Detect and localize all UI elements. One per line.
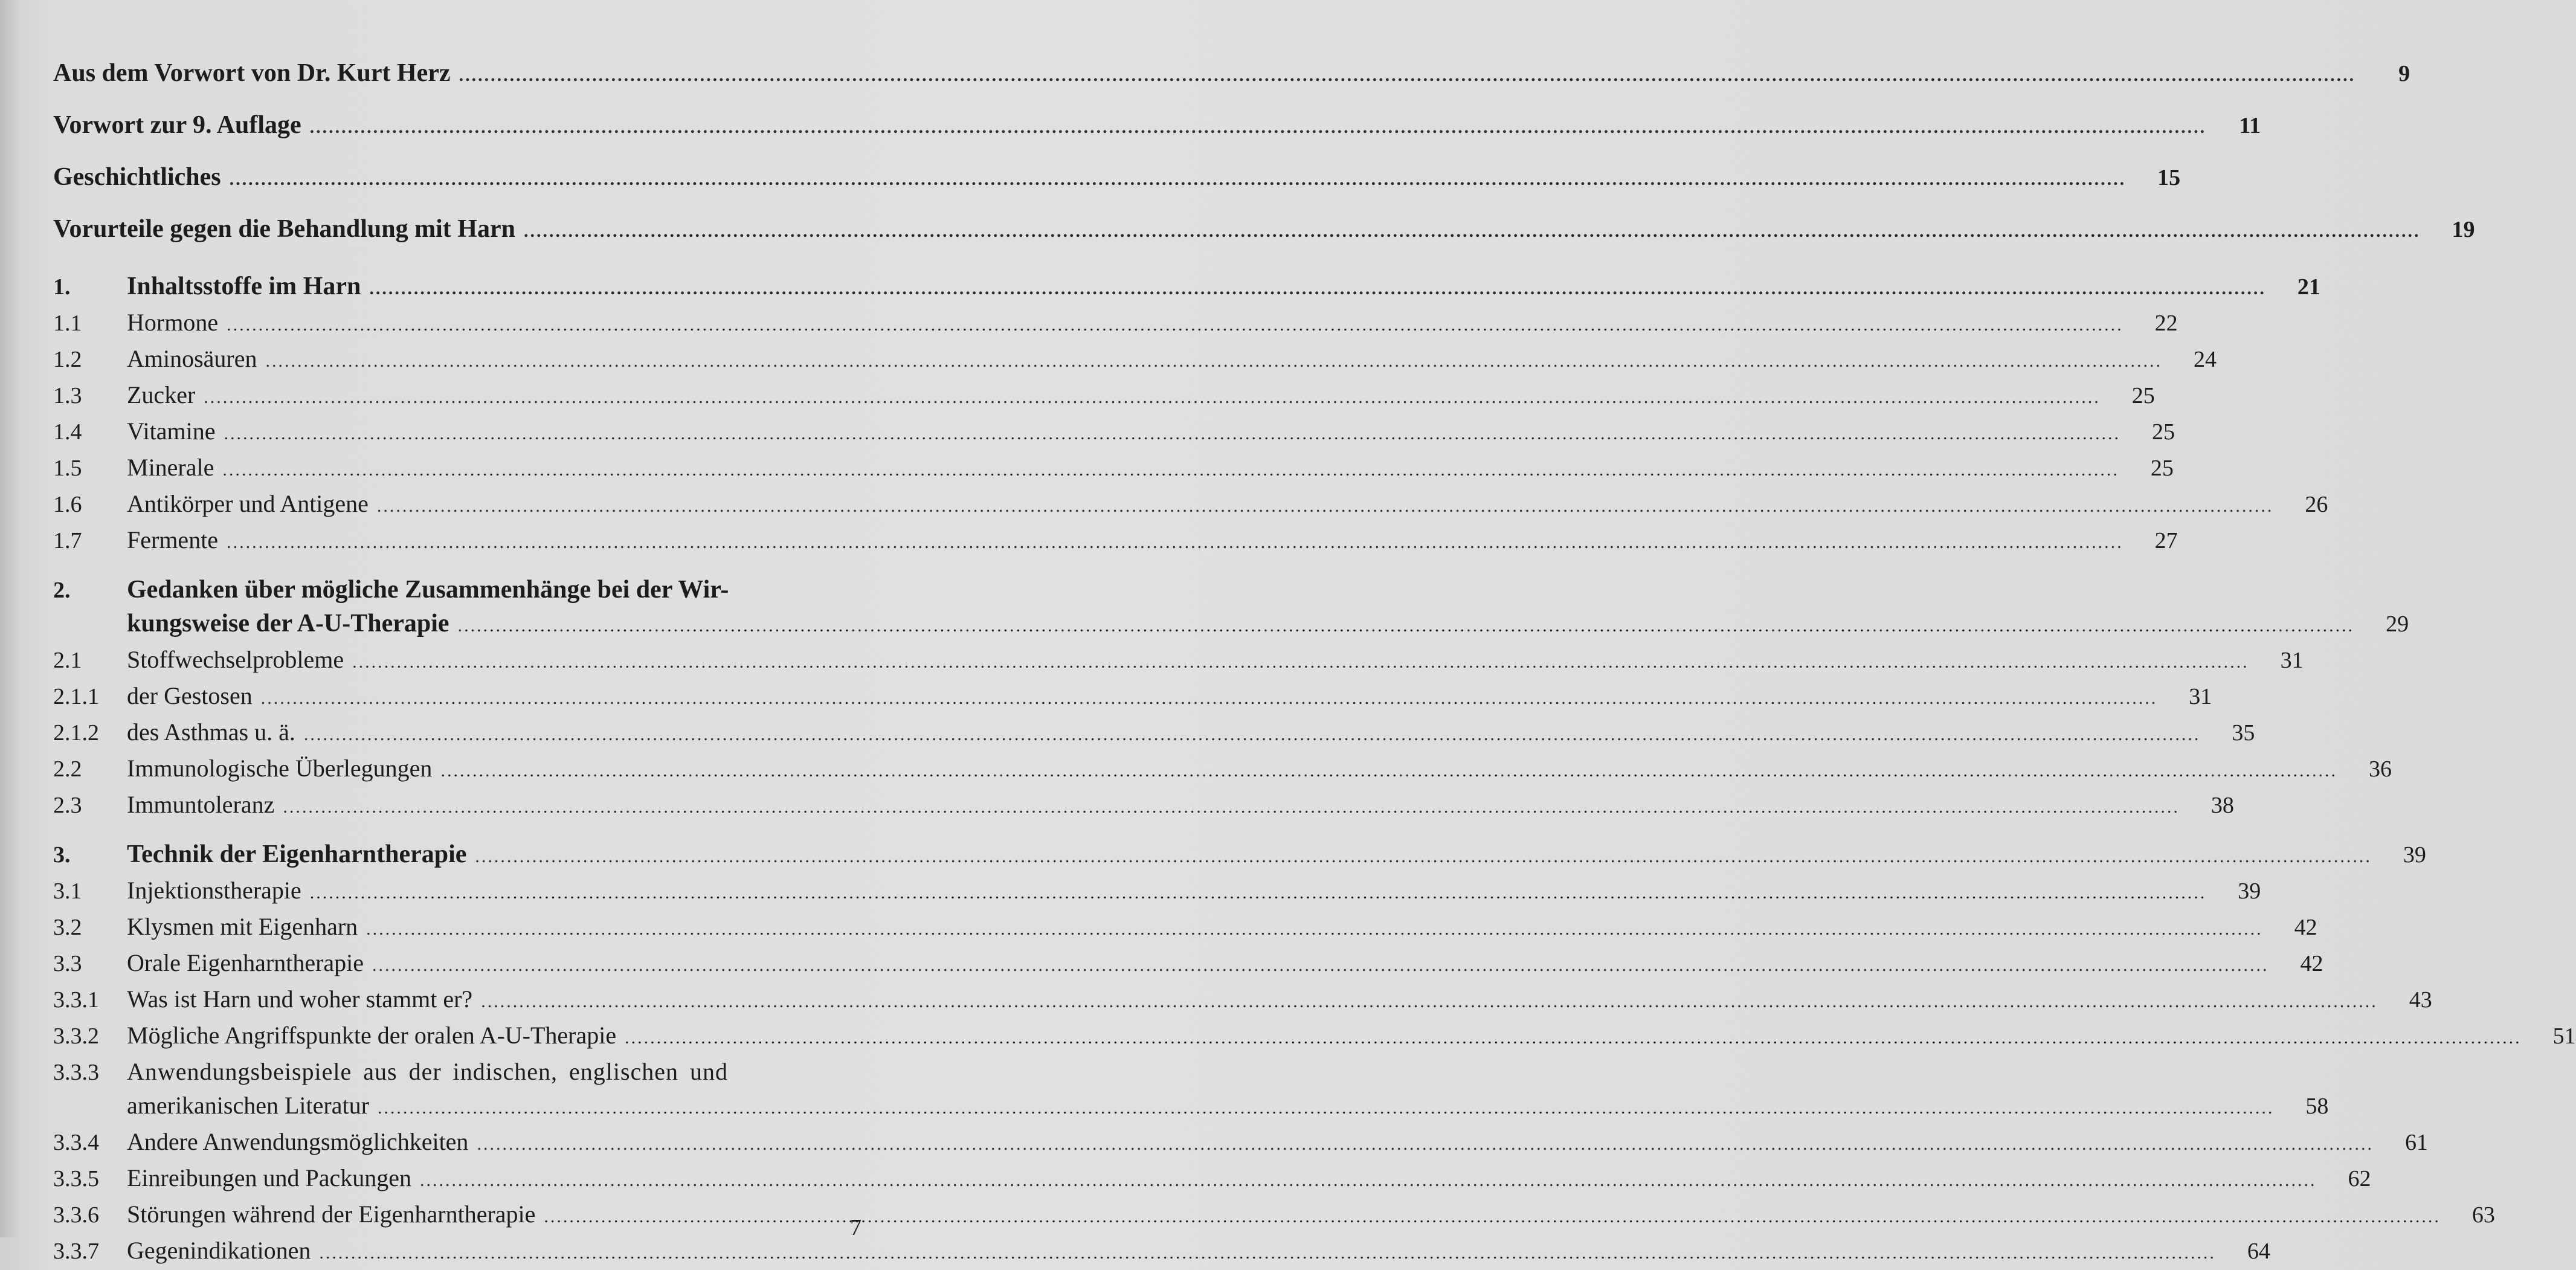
toc-page-number: 38: [2211, 793, 2234, 818]
toc-front-entry: [53, 100, 2261, 152]
dot-leader: [230, 155, 2127, 204]
toc-page-number: 39: [2403, 842, 2426, 868]
toc-section-title: Minerale: [127, 454, 214, 481]
toc-chapter-number: 3.: [53, 842, 71, 868]
toc-section-title: Was ist Harn und woher stammt er?: [127, 985, 473, 1013]
toc-section-entry: [53, 1234, 2270, 1270]
toc-chapter-title-line-2: kungsweise der A-U-Therapie: [127, 610, 449, 637]
toc-page-number: 15: [2157, 165, 2181, 190]
toc-section-entry: [53, 643, 2304, 679]
toc-section-number: 2.3: [53, 793, 82, 818]
toc-page-number: 36: [2368, 756, 2392, 782]
toc-page-number: 64: [2247, 1239, 2270, 1264]
toc-section-entry: [53, 752, 2392, 788]
toc-section-entry: [53, 342, 2217, 378]
toc-section-title-line-1: Anwendungsbeispiele aus der indischen, englischen und: [127, 1058, 729, 1085]
toc-chapter-title: Technik der Eigenharntherapie: [127, 840, 467, 868]
toc-chapter-number: 1.: [53, 274, 71, 300]
dot-leader: [440, 754, 2337, 788]
toc-section-entry: [53, 523, 2178, 559]
dot-leader: [283, 790, 2180, 824]
toc-section-number: 3.3.5: [53, 1166, 99, 1191]
dot-leader: [544, 1200, 2441, 1234]
dot-leader: [352, 645, 2249, 679]
dot-leader: [224, 417, 2120, 451]
toc-page-number: 25: [2150, 456, 2174, 481]
toc-section-number: 1.6: [53, 492, 82, 517]
toc-title: Aus dem Vorwort von Dr. Kurt Herz: [53, 59, 451, 87]
toc-section-entry: [53, 874, 2261, 910]
toc-page-number: 51: [2552, 1023, 2576, 1049]
toc-section-entry: [53, 1125, 2428, 1161]
toc-section-number: 3.3.7: [53, 1239, 99, 1264]
dot-leader: [625, 1021, 2522, 1055]
page-folio-number: 7: [850, 1215, 861, 1240]
toc-page-number: 43: [2409, 987, 2432, 1013]
toc-section-title: Orale Eigenharntherapie: [127, 949, 364, 976]
toc-section-title: Fermente: [127, 526, 219, 553]
toc-section-title: Mögliche Angriffspunkte der oralen A-U-Therapie: [127, 1022, 617, 1049]
toc-page-number: 27: [2154, 528, 2178, 553]
table-of-contents: [53, 48, 2576, 1270]
toc-front-entry: [53, 204, 2475, 256]
toc-section-number: 2.2: [53, 756, 82, 782]
dot-leader: [420, 1164, 2317, 1197]
toc-section-title: Injektionstherapie: [127, 877, 301, 904]
toc-section-entry: [53, 1161, 2371, 1197]
toc-section-number: 2.1.2: [53, 720, 99, 746]
dot-leader: [310, 103, 2207, 152]
toc-section-title: Zucker: [127, 381, 196, 408]
toc-section-number: 1.7: [53, 528, 82, 553]
toc-page-number: 21: [2297, 274, 2320, 300]
toc-section-title: Andere Anwendungsmöglichkeiten: [127, 1128, 469, 1155]
toc-front-entry: [53, 152, 2181, 204]
toc-page-number: 31: [2280, 648, 2304, 673]
dot-leader: [372, 949, 2269, 982]
dot-leader: [377, 489, 2274, 523]
toc-section-title: Klysmen mit Eigenharn: [127, 913, 358, 940]
dot-leader: [477, 1127, 2374, 1161]
toc-section-title-line-2-row: [127, 1089, 2328, 1125]
dot-leader: [524, 207, 2421, 256]
toc-section-number: 3.3: [53, 951, 82, 976]
toc-section-number: 1.5: [53, 456, 82, 481]
toc-title: Geschichtliches: [53, 163, 221, 191]
toc-section-title: Aminosäuren: [127, 345, 257, 372]
dot-leader: [222, 453, 2119, 487]
toc-section-title: Hormone: [127, 309, 219, 336]
toc-page-number: 19: [2452, 217, 2475, 242]
toc-section-number: 1.4: [53, 419, 82, 445]
toc-page-number: 29: [2386, 611, 2409, 637]
toc-page-number: 31: [2189, 684, 2212, 709]
toc-section-entry: [53, 946, 2323, 982]
toc-section-entry: [53, 982, 2432, 1019]
toc-section-entry-multiline: [53, 1055, 2329, 1125]
dot-leader: [304, 718, 2201, 752]
toc-page-number: 26: [2305, 492, 2328, 517]
dot-leader: [319, 1236, 2216, 1270]
toc-section-number: 3.1: [53, 878, 82, 904]
toc-chapter-2: [53, 573, 2409, 643]
dot-leader: [459, 51, 2356, 100]
toc-section-title: Störungen während der Eigenharntherapie: [127, 1201, 536, 1228]
toc-section-number: 2.1: [53, 648, 82, 673]
toc-chapter-number: 2.: [53, 578, 71, 603]
toc-section-title: Immunologische Überlegungen: [127, 755, 433, 782]
toc-section-title: Vitamine: [127, 417, 216, 445]
toc-page-number: 42: [2300, 951, 2323, 976]
toc-section-title: Gegenindikationen: [127, 1237, 311, 1264]
dot-leader: [378, 1091, 2275, 1125]
toc-section-number: 3.2: [53, 915, 82, 940]
toc-section-entry: [53, 788, 2234, 824]
dot-leader: [475, 840, 2372, 874]
toc-chapter-3: [53, 837, 2426, 874]
toc-section-title: der Gestosen: [127, 682, 253, 709]
toc-section-number: 2.1.1: [53, 684, 99, 709]
toc-section-title-block: [127, 1055, 2328, 1125]
toc-section-entry: [53, 679, 2212, 715]
toc-page-number: 58: [2305, 1094, 2329, 1119]
dot-leader: [266, 344, 2163, 378]
toc-section-number: 3.3.2: [53, 1023, 99, 1049]
toc-page-number: 25: [2131, 383, 2155, 408]
toc-page-number: 63: [2471, 1202, 2495, 1228]
toc-section-number: 3.3.4: [53, 1130, 99, 1155]
toc-page-number: 42: [2294, 915, 2317, 940]
toc-section-entry: [53, 1019, 2576, 1055]
toc-section-title: des Asthmas u. ä.: [127, 718, 295, 746]
toc-section-entry: [53, 1197, 2495, 1234]
toc-section-title: Immuntoleranz: [127, 791, 275, 818]
toc-page-number: 35: [2232, 720, 2255, 746]
toc-page-number: 25: [2151, 419, 2175, 445]
page-gutter-shadow: [0, 0, 18, 1237]
toc-page-number: 24: [2194, 347, 2217, 372]
toc-section-title: Antikörper und Antigene: [127, 490, 369, 517]
toc-section-number: 3.3.1: [53, 987, 99, 1013]
toc-section-number: 1.2: [53, 347, 82, 372]
toc-section-entry: [53, 378, 2155, 414]
toc-chapter-1: [53, 269, 2320, 306]
toc-page-number: 39: [2238, 878, 2261, 904]
toc-chapter-title: Inhaltsstoffe im Harn: [127, 272, 361, 300]
dot-leader: [227, 308, 2124, 342]
toc-chapter-title-line-2-row: [127, 607, 2409, 643]
toc-chapter-title-line-1: Gedanken über mögliche Zusammenhänge bei der Wir-: [127, 576, 729, 604]
toc-section-number: 1.1: [53, 311, 82, 336]
dot-leader: [204, 381, 2101, 414]
toc-section-entry: [53, 414, 2175, 451]
dot-leader: [369, 272, 2266, 306]
toc-page-number: 61: [2404, 1130, 2428, 1155]
dot-leader: [481, 985, 2378, 1019]
dot-leader: [458, 609, 2355, 643]
toc-section-title: Stoffwechselprobleme: [127, 646, 344, 673]
toc-section-number: 1.3: [53, 383, 82, 408]
toc-title: Vorurteile gegen die Behandlung mit Harn: [53, 215, 515, 243]
toc-section-title-line-2: amerikanischen Literatur: [127, 1092, 369, 1119]
dot-leader: [366, 912, 2263, 946]
toc-section-entry: [53, 451, 2174, 487]
toc-title: Vorwort zur 9. Auflage: [53, 111, 301, 139]
toc-page-number: 11: [2239, 113, 2261, 138]
toc-page-number: 62: [2348, 1166, 2371, 1191]
toc-section-entry: [53, 910, 2317, 946]
toc-section-entry: [53, 306, 2178, 342]
toc-section-entry: [53, 487, 2328, 523]
dot-leader: [261, 682, 2158, 715]
toc-front-entry: [53, 48, 2410, 100]
toc-page-number: 9: [2398, 61, 2410, 86]
toc-section-title: Einreibungen und Packungen: [127, 1164, 411, 1191]
dot-leader: [310, 876, 2207, 910]
toc-section-entry: [53, 715, 2255, 752]
dot-leader: [227, 526, 2124, 559]
toc-section-number: 3.3.6: [53, 1202, 99, 1228]
toc-chapter-title-block: [127, 573, 2409, 643]
toc-page-number: 22: [2154, 311, 2178, 336]
toc-section-number: 3.3.3: [53, 1060, 99, 1085]
